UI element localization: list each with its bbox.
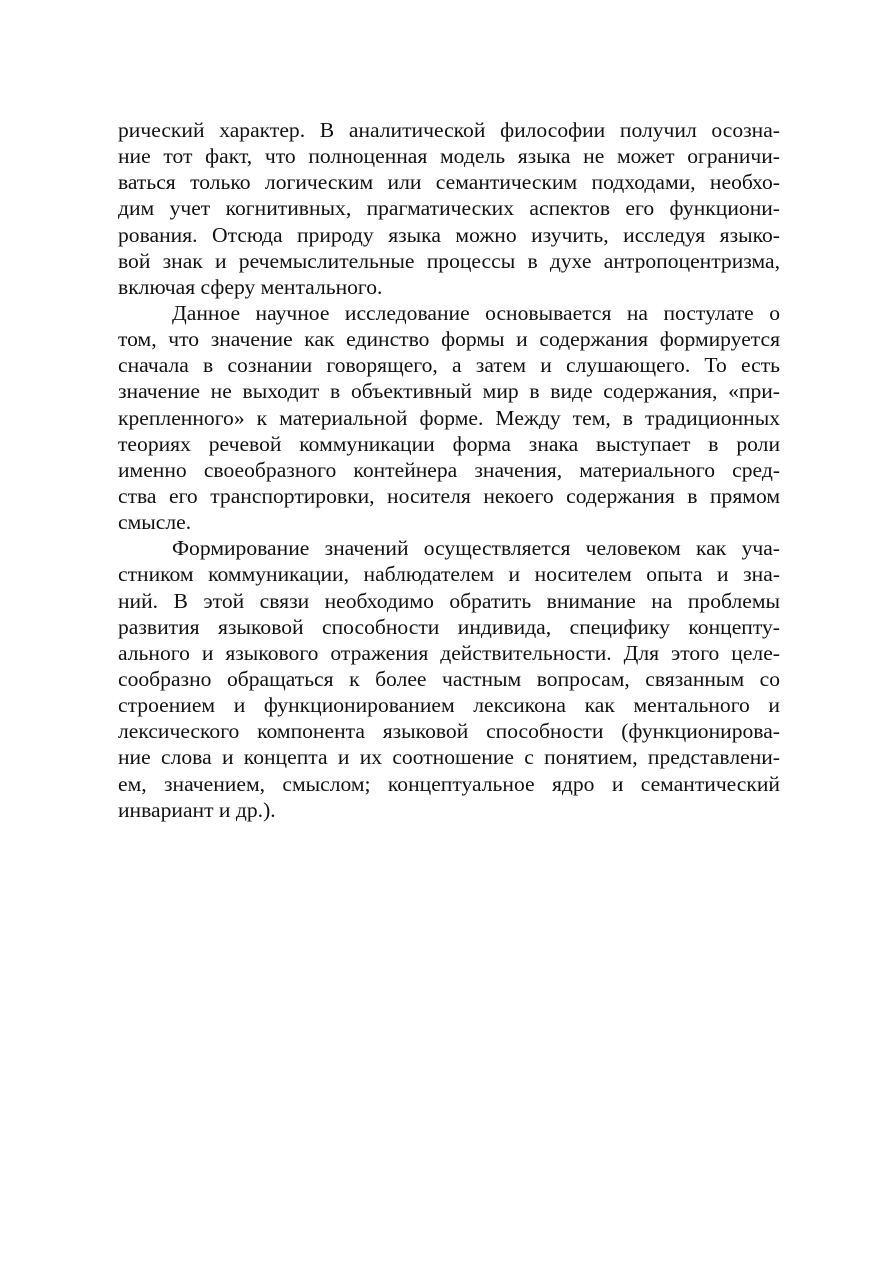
- text-line: стником коммуникации, наблюдателем и носителем опыта и зна-: [118, 562, 780, 587]
- text-line: дим учет когнитивных, прагматических аспектов его функциони-: [118, 196, 780, 221]
- text-line: том, что значение как единство формы и содержания формируется: [118, 327, 780, 352]
- text-line: именно своеобразного контейнера значения, материального сред-: [118, 457, 780, 482]
- text-line: вой знак и речемыслительные процессы в духе антропоцентризма,: [118, 248, 780, 273]
- text-line: строением и функционированием лексикона как ментального и: [118, 693, 780, 718]
- text-line: ального и языкового отражения действительности. Для этого целе-: [118, 640, 780, 665]
- text-line: ства его транспортировки, носителя некоего содержания в прямом: [118, 483, 780, 508]
- text-line: развития языковой способности индивида, специфику концепту-: [118, 614, 780, 639]
- text-line: лексического компонента языковой способности (функционирова-: [118, 719, 780, 744]
- text-line: ний. В этой связи необходимо обратить внимание на проблемы: [118, 588, 780, 613]
- text-line: значение не выходит в объективный мир в виде содержания, «при-: [118, 379, 780, 404]
- paragraph: [118, 117, 780, 300]
- text-line: ние тот факт, что полноценная модель языка не может ограничи-: [118, 144, 780, 169]
- text-line: крепленного» к материальной форме. Между тем, в традиционных: [118, 405, 780, 430]
- text-line: ем, значением, смыслом; концептуальное ядро и семантический: [118, 771, 780, 796]
- text-line: Данное научное исследование основывается на постулате о: [172, 300, 780, 325]
- text-line: ние слова и концепта и их соотношение с понятием, представлени-: [118, 745, 780, 770]
- text-line: включая сферу ментального.: [118, 274, 383, 299]
- text-line: рический характер. В аналитической философии получил осозна-: [118, 118, 780, 142]
- text-line: сообразно обращаться к более частным вопросам, связанным со: [118, 666, 780, 691]
- text-line: сначала в сознании говорящего, а затем и слушающего. То есть: [118, 353, 780, 378]
- paragraph: [118, 535, 780, 823]
- paragraph: [118, 300, 780, 535]
- text-line: рования. Отсюда природу языка можно изучить, исследуя языко-: [118, 222, 780, 247]
- text-line: ваться только логическим или семантическим подходами, необхо-: [118, 170, 780, 195]
- text-line: смысле.: [118, 510, 192, 535]
- text-line: Формирование значений осуществляется человеком как уча-: [172, 536, 780, 561]
- text-line: теориях речевой коммуникации форма знака выступает в роли: [118, 431, 780, 456]
- text-line: инвариант и др.).: [118, 797, 276, 822]
- body-text: [118, 117, 780, 823]
